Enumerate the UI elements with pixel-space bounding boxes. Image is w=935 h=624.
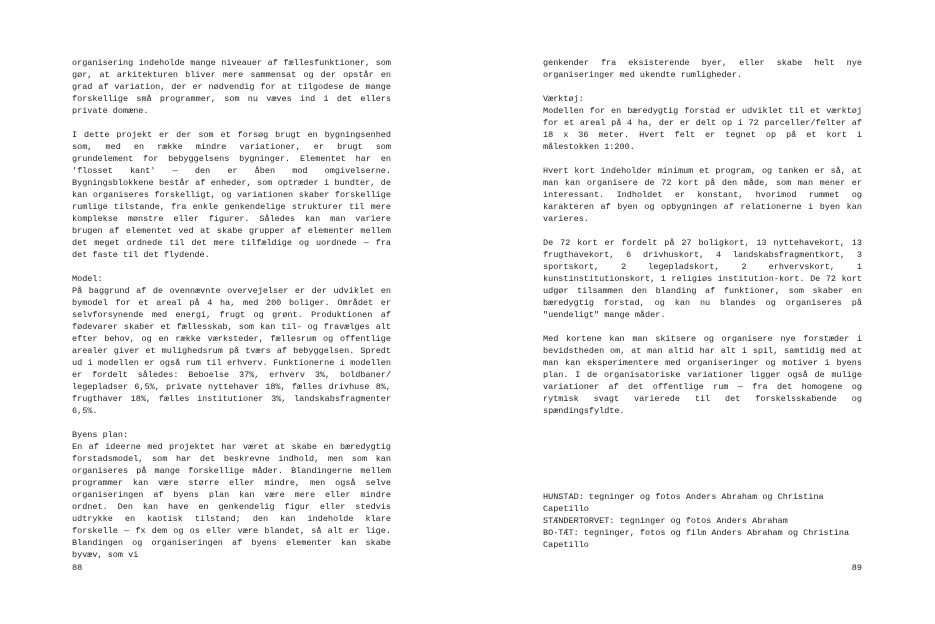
page-left bbox=[72, 57, 391, 573]
section-heading-vaerktoj: Værktøj: bbox=[543, 94, 584, 104]
paragraph-continuation: organisering indeholde mange niveauer af fællesfunktioner, som gør, at arkitekturen bliver mere sammensat og der opstår en grad af variation, der er nødvendig for at tilgodese de mange forskellige små programmer, som nu væves ind i det ellers private domæne. bbox=[72, 58, 391, 116]
credits-block bbox=[543, 491, 862, 551]
paragraph-kortene-skitsere: Med kortene kan man skitsere og organisere nye forstæder i bevidstheden om, at man altid har alt i spil, samtidig med at man kan eksperimentere med organiseringer og motiver i byens plan. I de organisatoriske variationer ligger også de mulige variationer af det offentlige rum — fra det homogene og rytmisk svagt varierede til det forskelsskabende og spændingsfyldte. bbox=[543, 334, 862, 416]
section-heading-model: Model: bbox=[72, 274, 103, 284]
paragraph-byens-plan: En af ideerne med projektet har været at skabe en bæredygtig forstadsmodel, som har det beskrevne indhold, men som kan organiseres på mange forskellige måder. Blandingerne mellem programmer kan være større eller mindre, men også selve organiseringen af byens plan kan være mere eller mindre ordnet. Den kan have en genkendelig figur eller stedvis udtrykke en kaotisk tilstand; den kan indeholde klare forskelle — fx dem og os eller være blandet, så alt er lige. Blandingen og organiseringen af byens elementer kan skabe byvæv, som vi bbox=[72, 442, 391, 560]
paragraph-model: På baggrund af de ovennævnte overvejelser er der udviklet en bymodel for et areal på 4 ha, med 200 boliger. Området er selvforsynende med energi, frugt og grønt. Produktionen af fødevarer skaber et fællesskab, som kan til- og fravælges alt efter behov, og en række værksteder, fællesrum og offentlige arealer giver et mulighedsrum på tværs af bebyggelsen. Spredt ud i modellen er også rum til erhverv. Funktionerne i modellen er fordelt således: Beboelse 37%, erhverv 3%, boldbaner/ legepladser 6,5%, private nyttehaver 18%, fælles drivhuse 8%, frugthaver 18%, fælles institutioner 3%, landskabsfragmenter 6,5%. bbox=[72, 286, 391, 416]
page-number-left: 88 bbox=[72, 563, 83, 573]
page-number-right: 89 bbox=[851, 563, 862, 573]
paragraph-kort-program: Hvert kort indeholder minimum et program, og tanken er så, at man kan organisere de 72 kort på den måde, som man mener er interessant. Indholdet er konstant, hvorimod rummet og karakteren af byen og opbygningen af relationerne i byen kan varieres. bbox=[543, 166, 862, 224]
credit-staendertorvet: STÆNDERTORVET: tegninger og fotos Anders Abraham bbox=[543, 516, 788, 526]
section-heading-byens-plan: Byens plan: bbox=[72, 430, 129, 440]
credit-bo-taet: BO-TÆT: tegninger, fotos og film Anders Abraham og Christina Capetillo bbox=[543, 528, 850, 550]
paragraph-kort-fordeling: De 72 kort er fordelt på 27 boligkort, 13 nyttehavekort, 13 frugthavekort, 6 drivhuskort, 4 landskabsfragmentkort, 3 sportskort, 2 legepladskort, 2 erhvervskort, 1 kunstinstitutionskort, 1 religiøs institution-kort. De 72 kort udgør tilsammen den blanding af funktioner, som skaber en bæredygtig forstad, og kan nu blandes og organiseres på "uendeligt" mange måder. bbox=[543, 238, 862, 320]
paragraph-building-unit: I dette projekt er der som et forsøg brugt en bygningsenhed som, med en række mindre variationer, er brugt som grundelement for bebyggelsens bygninger. Elementet har en 'flosset kant' — den er åben mod omgivelserne. Bygningsblokkene består af enheder, som optræder i bundter, de kan organiseres forskelligt, og variationen skaber forskellige rumlige tilstande, fra enkle genkendelige strukturer til mere komplekse mønstre eller figurer. Således kan man variere brugen af elementet ved at skabe grupper af elementer mellem det meget ordnede til det mere tilfældige og uordnede — fra det faste til det flydende. bbox=[72, 130, 391, 260]
page-right bbox=[543, 57, 862, 597]
paragraph-vaerktoj: Modellen for en bæredygtig forstad er udviklet til et værktøj for et areal på 4 ha, der er delt op i 72 parceller/felter af 18 x 36 meter. Hvert felt er tegnet op på et kort i målestokken 1:200. bbox=[543, 106, 862, 152]
paragraph-continuation: genkender fra eksisterende byer, eller skabe helt nye organiseringer med ukendte rumligheder. bbox=[543, 58, 862, 80]
credit-hunstad: HUNSTAD: tegninger og fotos Anders Abraham og Christina Capetillo bbox=[543, 492, 824, 514]
